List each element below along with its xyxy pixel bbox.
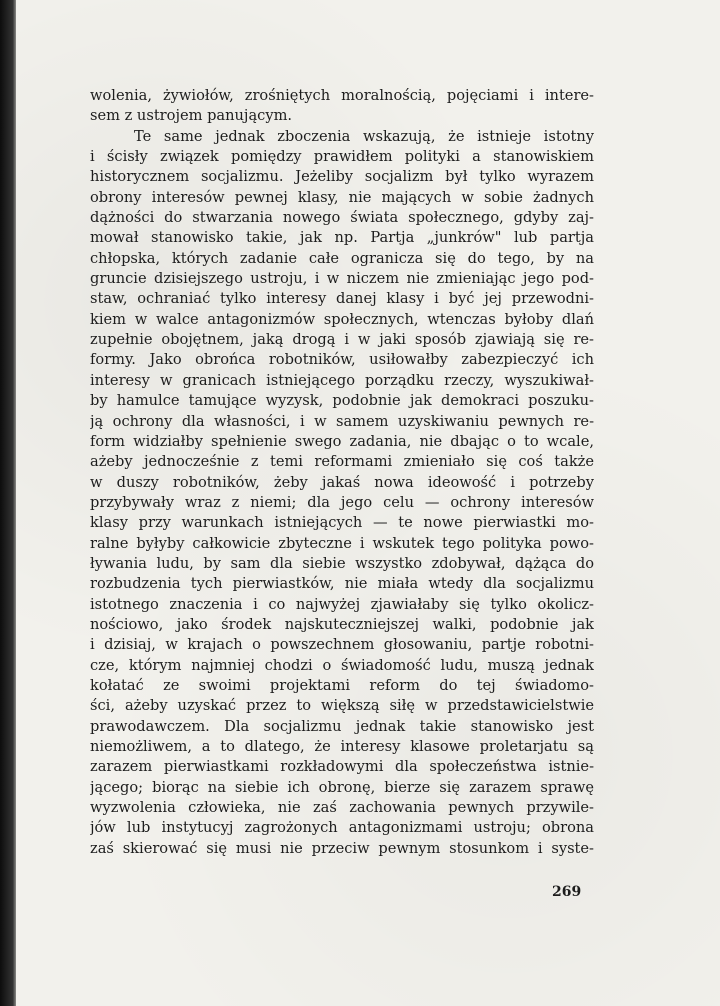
- text-line: jącego; biorąc na siebie ich obronę, bierze się zarazem sprawę: [90, 778, 594, 796]
- text-line: formy. Jako obrońca robotników, usiłowałby zabezpieczyć ich: [90, 351, 594, 369]
- text-line: ści, ażeby uzyskać przez to większą siłę w przedstawicielstwie: [90, 697, 594, 715]
- text-line: klasy przy warunkach istniejących — te nowe pierwiastki mo-: [90, 514, 594, 532]
- text-line: Te same jednak zboczenia wskazują, że istnieje istotny: [134, 127, 594, 145]
- scan-left-edge: [0, 0, 16, 1006]
- text-line: i dzisiaj, w krajach o powszechnem głosowaniu, partje robotni-: [90, 636, 594, 654]
- text-line: form widziałby spełnienie swego zadania, nie dbając o to wcale,: [90, 432, 594, 450]
- text-line: ją ochrony dla własności, i w samem uzyskiwaniu pewnych re-: [90, 412, 594, 430]
- text-line: obrony interesów pewnej klasy, nie mających w sobie żadnych: [90, 188, 594, 206]
- text-line: staw, ochraniać tylko interesy danej klasy i być jej przewodni-: [90, 290, 594, 308]
- text-line: ażeby jednocześnie z temi reformami zmieniało się coś także: [90, 453, 594, 471]
- text-line: gruncie dzisiejszego ustroju, i w niczem nie zmieniając jego pod-: [90, 270, 594, 288]
- text-line: zaś skierować się musi nie przeciw pewnym stosunkom i syste-: [90, 839, 594, 857]
- text-line: prawodawczem. Dla socjalizmu jednak takie stanowisko jest: [90, 717, 594, 735]
- text-line: i ścisły związek pomiędzy prawidłem polityki a stanowiskiem: [90, 148, 594, 166]
- body-text: [90, 86, 594, 859]
- text-line: historycznem socjalizmu. Jeżeliby socjalizm był tylko wyrazem: [90, 168, 594, 186]
- text-line: w duszy robotników, żeby jakaś nowa ideowość i potrzeby: [90, 473, 594, 491]
- text-line: przybywały wraz z niemi; dla jego celu — ochrony interesów: [90, 493, 594, 511]
- text-line: ływania ludu, by sam dla siebie wszystko zdobywał, dążąca do: [90, 554, 594, 572]
- text-line: ralne byłyby całkowicie zbyteczne i wskutek tego polityka powo-: [90, 534, 594, 552]
- text-line: chłopska, których zadanie całe ogranicza się do tego, by na: [90, 249, 594, 267]
- text-line: mował stanowisko takie, jak np. Partja „junkrów" lub partja: [90, 229, 594, 247]
- text-line: interesy w granicach istniejącego porządku rzeczy, wyszukiwał-: [90, 371, 594, 389]
- text-line: zarazem pierwiastkami rozkładowymi dla społeczeństwa istnie-: [90, 758, 594, 776]
- text-line: zupełnie obojętnem, jaką drogą i w jaki sposób zjawiają się re-: [90, 331, 594, 349]
- book-page: [16, 0, 720, 1006]
- text-line: niemożliwem, a to dlatego, że interesy klasowe proletarjatu są: [90, 738, 594, 755]
- text-line: by hamulce tamujące wyzysk, podobnie jak demokraci poszuku-: [90, 392, 594, 410]
- text-line: istotnego znaczenia i co najwyżej zjawiałaby się tylko okolicz-: [90, 595, 594, 613]
- text-line: kołatać ze swoimi projektami reform do tej świadomo-: [90, 676, 594, 694]
- text-line: wyzwolenia człowieka, nie zaś zachowania pewnych przywile-: [90, 799, 594, 817]
- text-line: sem z ustrojem panującym.: [90, 107, 293, 125]
- text-line: kiem w walce antagonizmów społecznych, wtenczas byłoby dlań: [90, 310, 594, 328]
- page-number: 269: [552, 884, 582, 900]
- text-line: rozbudzenia tych pierwiastków, nie miała wtedy dla socjalizmu: [90, 575, 594, 593]
- text-line: dążności do stwarzania nowego świata społecznego, gdyby zaj-: [90, 209, 594, 227]
- text-line: wolenia, żywiołów, zrośniętych moralnością, pojęciami i intere-: [90, 87, 594, 104]
- text-line: cze, którym najmniej chodzi o świadomość ludu, muszą jednak: [90, 656, 594, 674]
- text-line: nościowo, jako środek najskuteczniejszej walki, podobnie jak: [90, 615, 594, 633]
- text-line: jów lub instytucyj zagrożonych antagonizmami ustroju; obrona: [90, 819, 594, 837]
